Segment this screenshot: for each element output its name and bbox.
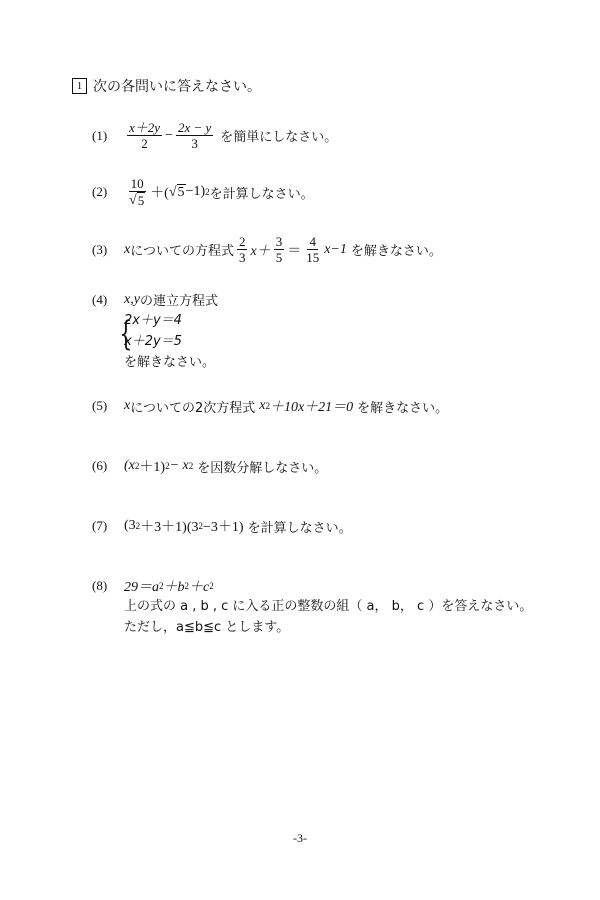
expression-part: ＋3＋1)(3 (140, 520, 199, 535)
question-condition: ただし，a≦b≦c とします。 (124, 620, 290, 635)
section-heading (72, 76, 261, 96)
variables: x,y (124, 291, 140, 307)
variable: x (124, 398, 131, 413)
question-1 (92, 120, 337, 151)
question-intro: についての2次方程式 (130, 400, 256, 416)
operator: − (165, 127, 173, 143)
expression-tail: −1) (185, 184, 206, 199)
denominator (127, 192, 147, 208)
question-7 (92, 516, 352, 536)
fraction (176, 120, 213, 151)
expression-part: x (259, 398, 266, 413)
fraction (237, 234, 248, 265)
numerator: x＋2y (129, 120, 161, 135)
denominator: 3 (238, 250, 246, 265)
question-number: (1) (92, 127, 108, 143)
operator: ＋( (150, 186, 169, 201)
page-number: -3- (293, 831, 307, 845)
question-6 (92, 456, 327, 476)
exponent: 2 (188, 461, 194, 471)
section-number-box: 1 (72, 78, 87, 94)
expression-part: (x (124, 458, 135, 473)
exponent: 2 (135, 521, 141, 531)
exponent: 2 (265, 401, 270, 411)
question-text: を計算しなさい。 (209, 186, 314, 202)
question-5 (92, 396, 448, 416)
numerator: 3 (275, 234, 283, 249)
numerator: 2x − y (177, 120, 212, 135)
exponent: 2 (184, 581, 189, 591)
section-instruction: 次の各問いに答えなさい。 (93, 79, 261, 95)
exponent: 2 (205, 187, 210, 197)
expression-part: ＋10x＋21＝0 (269, 400, 354, 415)
question-text: を因数分解しなさい。 (197, 460, 328, 476)
question-8 (92, 576, 214, 596)
variable: x (124, 241, 131, 257)
question-text: を簡単にしなさい。 (220, 130, 338, 145)
question-number: (8) (92, 578, 108, 593)
system-brace: { (119, 314, 133, 354)
expression-part: 29＝a (124, 580, 159, 595)
denominator: 15 (306, 250, 320, 265)
expression-part: x−1 (324, 241, 347, 257)
question-number: (6) (92, 458, 108, 473)
expression-part: (3 (124, 518, 136, 533)
question-intro: についての方程式 (130, 244, 234, 259)
equation-system (124, 310, 215, 373)
exponent: 2 (134, 461, 140, 471)
question-8-body (124, 596, 532, 638)
question-text: を解きなさい。 (350, 244, 442, 259)
equals-sign: ＝ (287, 243, 302, 259)
numerator: 4 (309, 234, 316, 249)
equation-1: 2x＋y＝4 (124, 313, 182, 328)
question-text: を解きなさい。 (357, 400, 449, 416)
question-number: (5) (92, 398, 108, 413)
radicand: 5 (137, 193, 145, 208)
numerator: 10 (130, 176, 144, 191)
denominator: 5 (275, 250, 283, 265)
square-root: √ 5 (129, 193, 145, 208)
radicand: 5 (177, 184, 185, 200)
question-number: (4) (92, 291, 108, 307)
numerator: 2 (238, 234, 246, 249)
question-3 (92, 234, 442, 265)
expression-part: −3＋1) (203, 520, 244, 535)
question-number: (2) (92, 184, 108, 199)
exponent: 2 (198, 521, 203, 531)
fraction (127, 176, 147, 208)
denominator: 2 (141, 136, 148, 151)
expression-part: ＋c (189, 580, 210, 595)
exponent: 2 (165, 461, 170, 471)
question-text: を解きなさい。 (124, 355, 216, 370)
expression-part: ＋b (163, 580, 185, 595)
question-text: 上の式の a , b , c に入る正の整数の組（ a， b， c ）を答えなさい。 (124, 599, 533, 614)
expression-part: ＋1) (139, 460, 166, 475)
question-4 (92, 290, 218, 309)
equation-2: x＋2y＝5 (124, 334, 182, 349)
question-number: (3) (92, 241, 108, 257)
question-number: (7) (92, 518, 108, 533)
exponent: 2 (209, 581, 214, 591)
question-2 (92, 176, 314, 208)
expression-part: x＋ (250, 243, 271, 259)
denominator: 3 (191, 136, 198, 151)
fraction (304, 234, 321, 265)
fraction (274, 234, 285, 265)
question-text: を計算しなさい。 (247, 520, 352, 536)
exponent: 2 (159, 581, 164, 591)
expression-part: − x (169, 458, 189, 473)
fraction (127, 120, 162, 151)
square-root: √ 5 (168, 184, 185, 200)
question-intro: の連立方程式 (139, 294, 218, 309)
